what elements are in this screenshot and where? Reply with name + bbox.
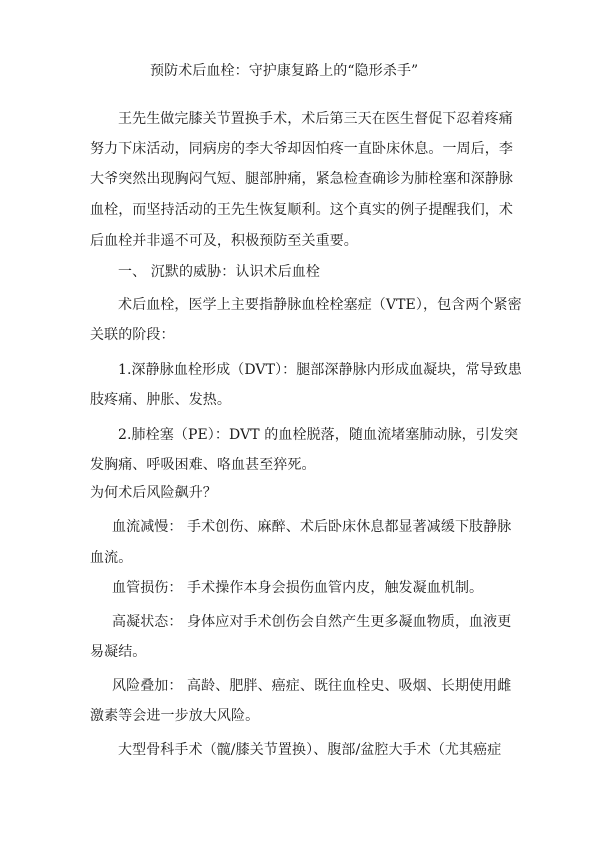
stage-dvt-line: 肢疼痛、肿胀、发热。 [90,392,231,408]
hypercoagulable-line: 高凝状态： 身体应对手术创伤会自然产生更多凝血物质，血液更 [112,614,512,630]
blood-flow-line: 血流减慢： 手术创伤、麻醉、术后卧床休息都显著减缓下肢静脉 [112,519,512,535]
blood-flow-line: 血流。 [90,550,133,566]
stage-dvt-line: 1.深静脉血栓形成（DVT）：腿部深静脉内形成血凝块，常导致患 [118,362,522,378]
major-surgery-line: 大型骨科手术（髋/膝关节置换）、腹部/盆腔大手术（尤其癌症 [118,742,502,758]
section-heading: 一、 沉默的威胁：认识术后血栓 [118,264,320,280]
vessel-damage-line: 血管损伤： 手术操作本身会损伤血管内皮，触发凝血机制。 [112,580,484,596]
document-title: 预防术后血栓：守护康复路上的“隐形杀手” [150,63,419,79]
risk-stack-line: 激素等会进一步放大风险。 [90,708,260,724]
intro-line: 后血栓并非遥不可及，积极预防至关重要。 [90,233,358,249]
definition-line: 术后血栓，医学上主要指静脉血栓栓塞症（VTE），包含两个紧密 [118,297,522,313]
why-heading: 为何术后风险飙升？ [90,485,217,501]
intro-line: 王先生做完膝关节置换手术，术后第三天在医生督促下忍着疼痛 [118,111,513,127]
intro-line: 努力下床活动，同病房的李大爷却因怕疼一直卧床休息。一周后，李 [90,141,513,157]
definition-line: 关联的阶段： [90,327,175,343]
intro-line: 大爷突然出现胸闷气短、腿部肿痛，紧急检查确诊为肺栓塞和深静脉 [90,171,513,187]
risk-stack-line: 风险叠加： 高龄、肥胖、癌症、既往血栓史、吸烟、长期使用雌 [112,678,512,694]
stage-pe-line: 2.肺栓塞（PE）：DVT 的血栓脱落，随血流堵塞肺动脉，引发突 [118,427,519,443]
hypercoagulable-line: 易凝结。 [90,644,147,660]
intro-line: 血栓，而坚持活动的王先生恢复顺利。这个真实的例子提醒我们，术 [90,202,513,218]
stage-pe-line: 发胸痛、呼吸困难、咯血甚至猝死。 [90,457,316,473]
